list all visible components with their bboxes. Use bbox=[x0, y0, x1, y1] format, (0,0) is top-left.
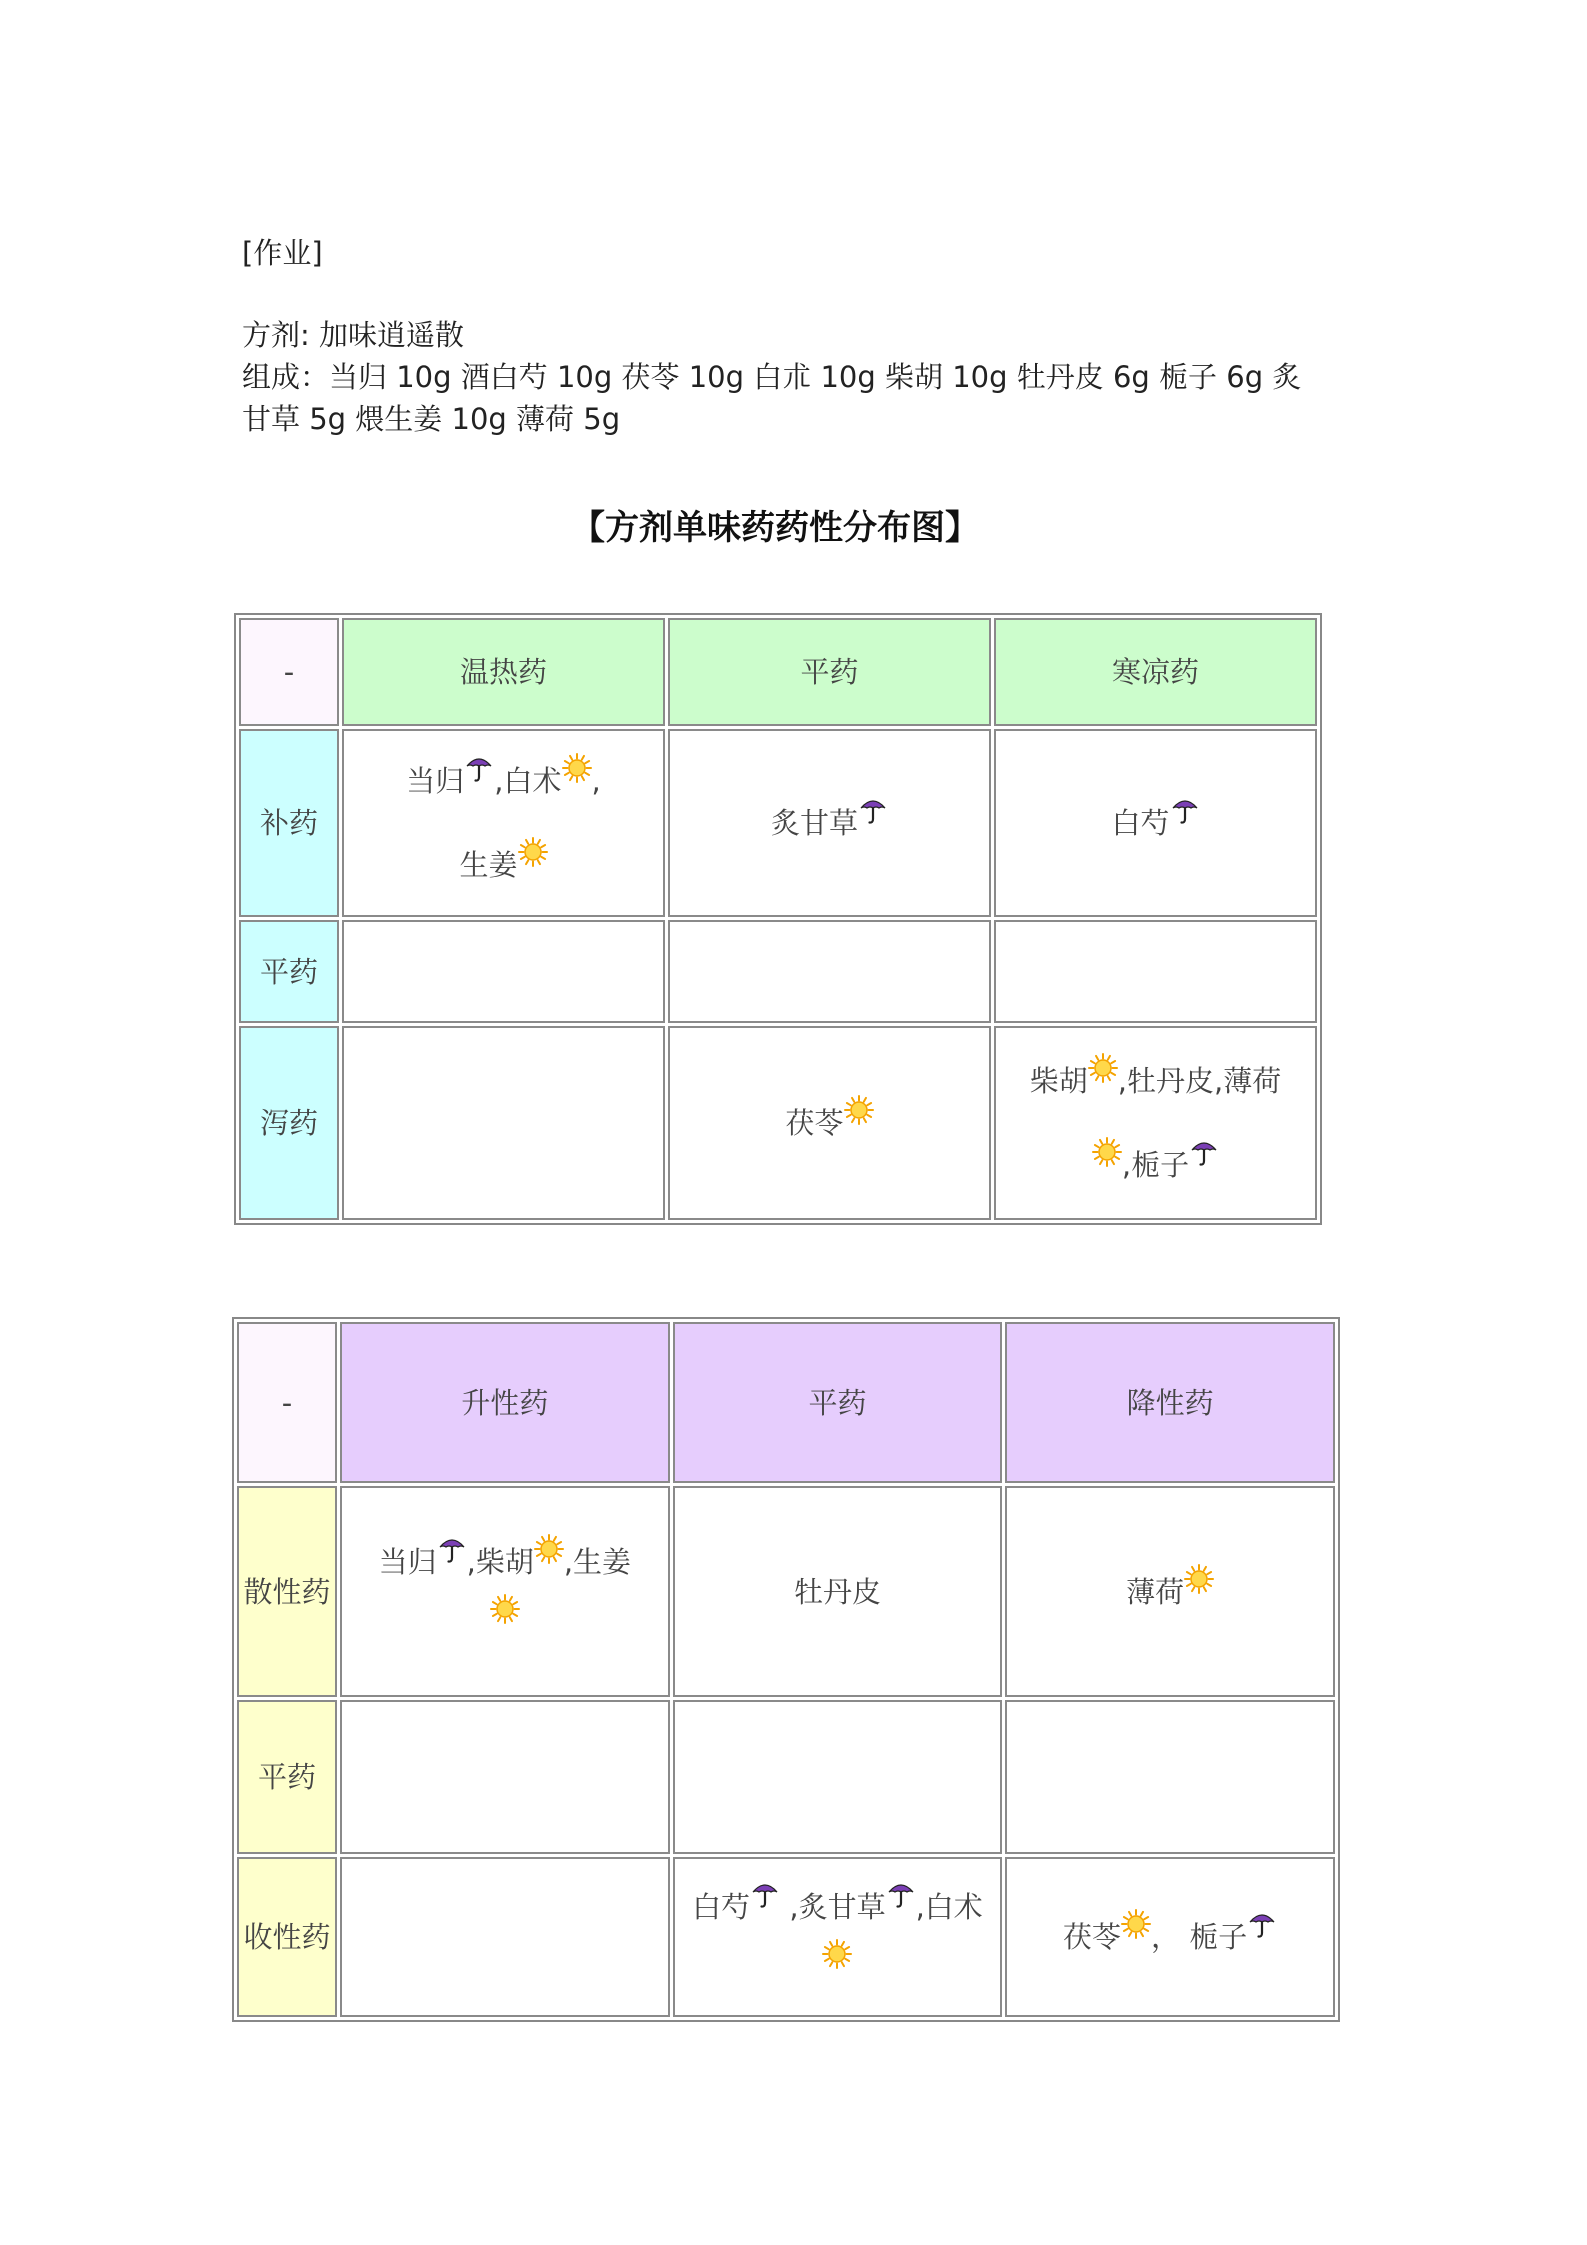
table-cell bbox=[668, 920, 991, 1023]
composition-line-1: 组成：当归 10g 酒白芍 10g 茯苓 10g 白朮 10g 柴胡 10g 牡丹皮 6g 栀子 6g 炙 bbox=[242, 360, 1302, 394]
herb-label: ,栀子 bbox=[1121, 1148, 1190, 1182]
page-title: 【方剂单味药药性分布图】 bbox=[571, 508, 979, 548]
table-cell bbox=[668, 1026, 991, 1220]
table-cell bbox=[673, 1857, 1003, 2017]
herb-label: ,生姜 bbox=[563, 1544, 632, 1579]
table-cell bbox=[340, 1700, 670, 1854]
sun-icon bbox=[518, 837, 548, 867]
table-cell bbox=[340, 1857, 670, 2017]
umbrella-icon bbox=[464, 753, 494, 783]
table-cell bbox=[673, 1486, 1003, 1697]
composition-line-2: 甘草 5g 煨生姜 10g 薄荷 5g bbox=[242, 402, 621, 436]
table-cell bbox=[994, 729, 1317, 917]
sun-icon bbox=[1088, 1053, 1118, 1083]
herb-label: 茯苓 bbox=[1063, 1920, 1122, 1954]
herb-label: ,牡丹皮,薄荷 bbox=[1117, 1064, 1282, 1098]
umbrella-icon bbox=[1170, 795, 1200, 825]
umbrella-icon bbox=[1247, 1909, 1277, 1939]
herb-label: ,柴胡 bbox=[466, 1544, 534, 1579]
row-header: 收性药 bbox=[237, 1857, 337, 2017]
sun-icon bbox=[562, 753, 592, 783]
herb-label: 生姜 bbox=[459, 848, 518, 882]
umbrella-icon bbox=[886, 1879, 916, 1909]
herb-label: ,炙甘草 bbox=[780, 1890, 886, 1924]
umbrella-icon bbox=[750, 1879, 780, 1909]
umbrella-icon bbox=[437, 1534, 467, 1564]
table-cell bbox=[342, 920, 665, 1023]
formula-name: 方剂: 加味逍遥散 bbox=[242, 318, 464, 352]
herb-label: ， 栀子 bbox=[1151, 1920, 1248, 1954]
herb-label: 当归 bbox=[406, 764, 465, 798]
table-cell bbox=[1005, 1700, 1335, 1854]
sun-icon bbox=[844, 1095, 874, 1125]
table-cell bbox=[340, 1486, 670, 1697]
column-header: 平药 bbox=[668, 618, 991, 726]
table-cell bbox=[994, 920, 1317, 1023]
table-cell bbox=[1005, 1857, 1335, 2017]
herb-label: ,白术 bbox=[915, 1890, 983, 1924]
column-header: 平药 bbox=[673, 1322, 1003, 1483]
umbrella-icon bbox=[1189, 1137, 1219, 1167]
table-cell bbox=[342, 729, 665, 917]
herb-label: 白芍 bbox=[692, 1890, 751, 1924]
sun-icon bbox=[1121, 1909, 1151, 1939]
cold-heat-tonify-drain-table bbox=[234, 613, 1322, 1225]
table-cell bbox=[994, 1026, 1317, 1220]
intro-text bbox=[242, 232, 1372, 440]
sun-icon bbox=[822, 1939, 852, 1969]
herb-label: 炙甘草 bbox=[770, 806, 858, 840]
herb-label: 茯苓 bbox=[785, 1106, 844, 1140]
herb-label: 白芍 bbox=[1111, 806, 1170, 840]
umbrella-icon bbox=[858, 795, 888, 825]
column-header: 升性药 bbox=[340, 1322, 670, 1483]
table-corner: - bbox=[239, 618, 339, 726]
column-header: 寒凉药 bbox=[994, 618, 1317, 726]
row-header: 散性药 bbox=[237, 1486, 337, 1697]
herb-label: 牡丹皮 bbox=[793, 1574, 881, 1609]
table-cell bbox=[673, 1700, 1003, 1854]
sun-icon bbox=[534, 1534, 564, 1564]
column-header: 温热药 bbox=[342, 618, 665, 726]
column-header: 降性药 bbox=[1005, 1322, 1335, 1483]
herb-label: ,白术 bbox=[494, 764, 562, 798]
table-cell bbox=[342, 1026, 665, 1220]
ascend-descend-disperse-astringe-table bbox=[232, 1317, 1340, 2022]
table-cell bbox=[1005, 1486, 1335, 1697]
sun-icon bbox=[1092, 1137, 1122, 1167]
row-header: 泻药 bbox=[239, 1026, 339, 1220]
herb-label: 薄荷 bbox=[1126, 1574, 1185, 1609]
herb-label: 当归 bbox=[378, 1544, 437, 1579]
row-header: 平药 bbox=[237, 1700, 337, 1854]
row-header: 补药 bbox=[239, 729, 339, 917]
table-cell bbox=[668, 729, 991, 917]
herb-label: 柴胡 bbox=[1029, 1064, 1088, 1098]
sun-icon bbox=[1184, 1564, 1214, 1594]
homework-label: [作业] bbox=[242, 236, 323, 270]
herb-label: , bbox=[591, 764, 601, 798]
row-header: 平药 bbox=[239, 920, 339, 1023]
sun-icon bbox=[490, 1594, 520, 1624]
table-corner: - bbox=[237, 1322, 337, 1483]
